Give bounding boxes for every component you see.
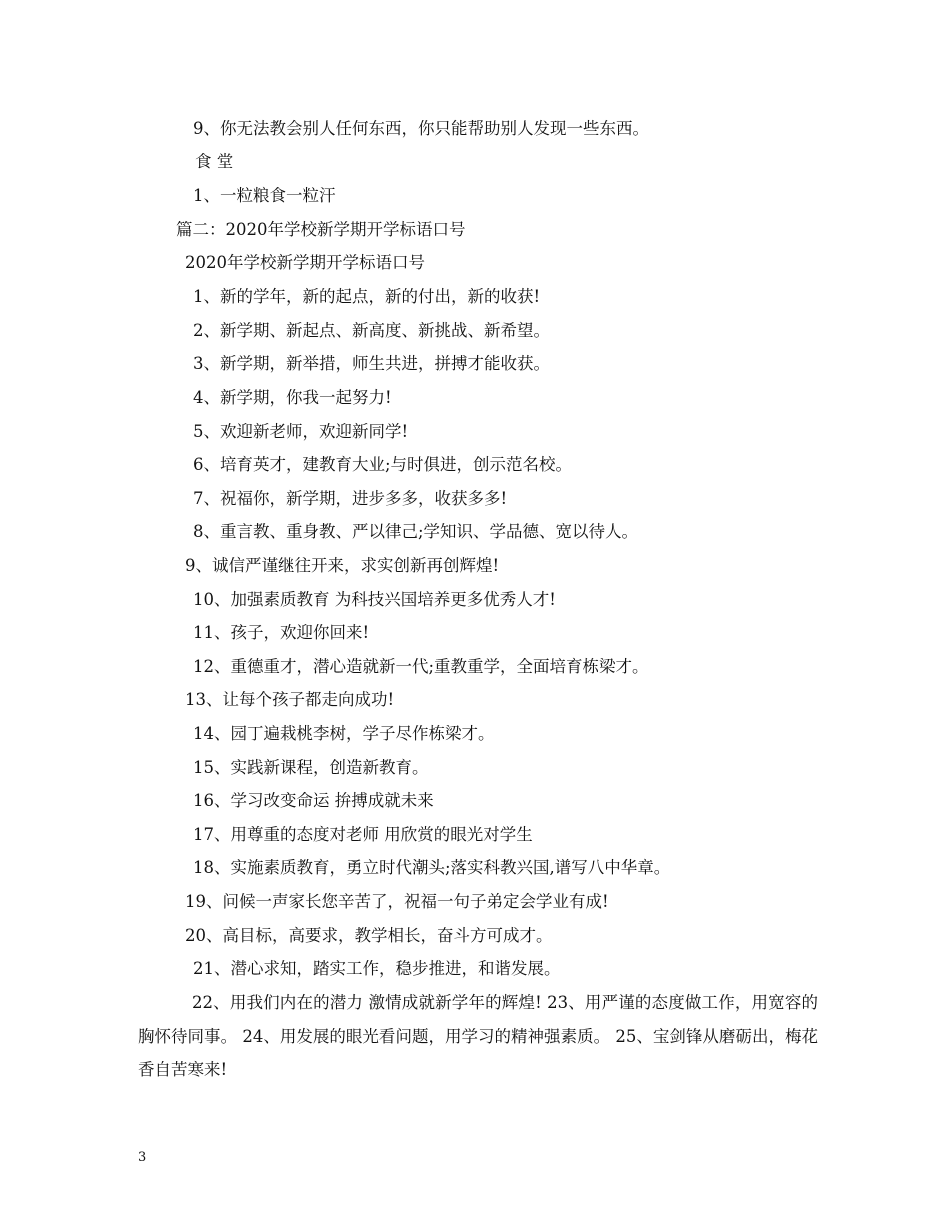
slogan-12: 12、重德重才，潜心造就新一代;重教重学，全面培育栋梁才。 [193, 657, 649, 676]
text-line-3: 1、一粒粮食一粒汗 [193, 186, 336, 205]
page-number: 3 [138, 1150, 147, 1165]
slogan-17: 17、用尊重的态度对老师 用欣赏的眼光对学生 [193, 825, 533, 844]
section-heading-canteen: 食 堂 [195, 152, 234, 171]
slogan-14: 14、园丁遍栽桃李树，学子尽作栋梁才。 [193, 724, 495, 743]
slogan-18: 18、实施素质教育，勇立时代潮头;落实科教兴国,谱写八中华章。 [193, 858, 671, 877]
slogan-10: 10、加强素质教育 为科技兴国培养更多优秀人才! [193, 590, 556, 609]
text-line-1: 9、你无法教会别人任何东西，你只能帮助别人发现一些东西。 [193, 119, 649, 138]
slogan-16: 16、学习改变命运 拚搏成就未来 [193, 791, 434, 810]
slogan-11: 11、孩子，欢迎你回来! [193, 623, 370, 642]
slogan-1: 1、新的学年，新的起点，新的付出，新的收获! [193, 287, 541, 306]
slogan-21: 21、潜心求知，踏实工作，稳步推进，和谐发展。 [193, 959, 561, 978]
slogan-2: 2、新学期、新起点、新高度、新挑战、新希望。 [193, 321, 550, 340]
document-title: 2020年学校新学期开学标语口号 [185, 253, 425, 272]
slogan-19: 19、问候一声家长您辛苦了，祝福一句子弟定会学业有成! [185, 892, 609, 911]
slogan-6: 6、培育英才，建教育大业;与时俱进，创示范名校。 [193, 455, 573, 474]
slogan-15: 15、实践新课程，创造新教育。 [193, 758, 429, 777]
slogan-4: 4、新学期，你我一起努力! [193, 388, 392, 407]
slogan-13: 13、让每个孩子都走向成功! [185, 690, 395, 709]
final-paragraph: 22、用我们内在的潜力 激情成就新学年的辉煌! 23、用严谨的态度做工作，用宽容的胸怀待同事。 24、用发展的眼光看问题，用学习的精神强素质。 25、宝剑锋从磨砺出，梅花香自苦寒来! [138, 993, 818, 1079]
slogan-8: 8、重言教、重身教、严以律己;学知识、学品德、宽以待人。 [193, 522, 639, 541]
slogan-20: 20、高目标，高要求，教学相长，奋斗方可成才。 [185, 926, 553, 945]
slogan-9: 9、诚信严谨继往开来，求实创新再创辉煌! [185, 556, 500, 575]
slogan-3: 3、新学期，新举措，师生共进，拼搏才能收获。 [193, 354, 550, 373]
slogan-5: 5、欢迎新老师，欢迎新同学! [193, 422, 409, 441]
slogan-7: 7、祝福你，新学期，进步多多，收获多多! [193, 489, 508, 508]
chapter-heading: 篇二：2020年学校新学期开学标语口号 [176, 220, 466, 239]
